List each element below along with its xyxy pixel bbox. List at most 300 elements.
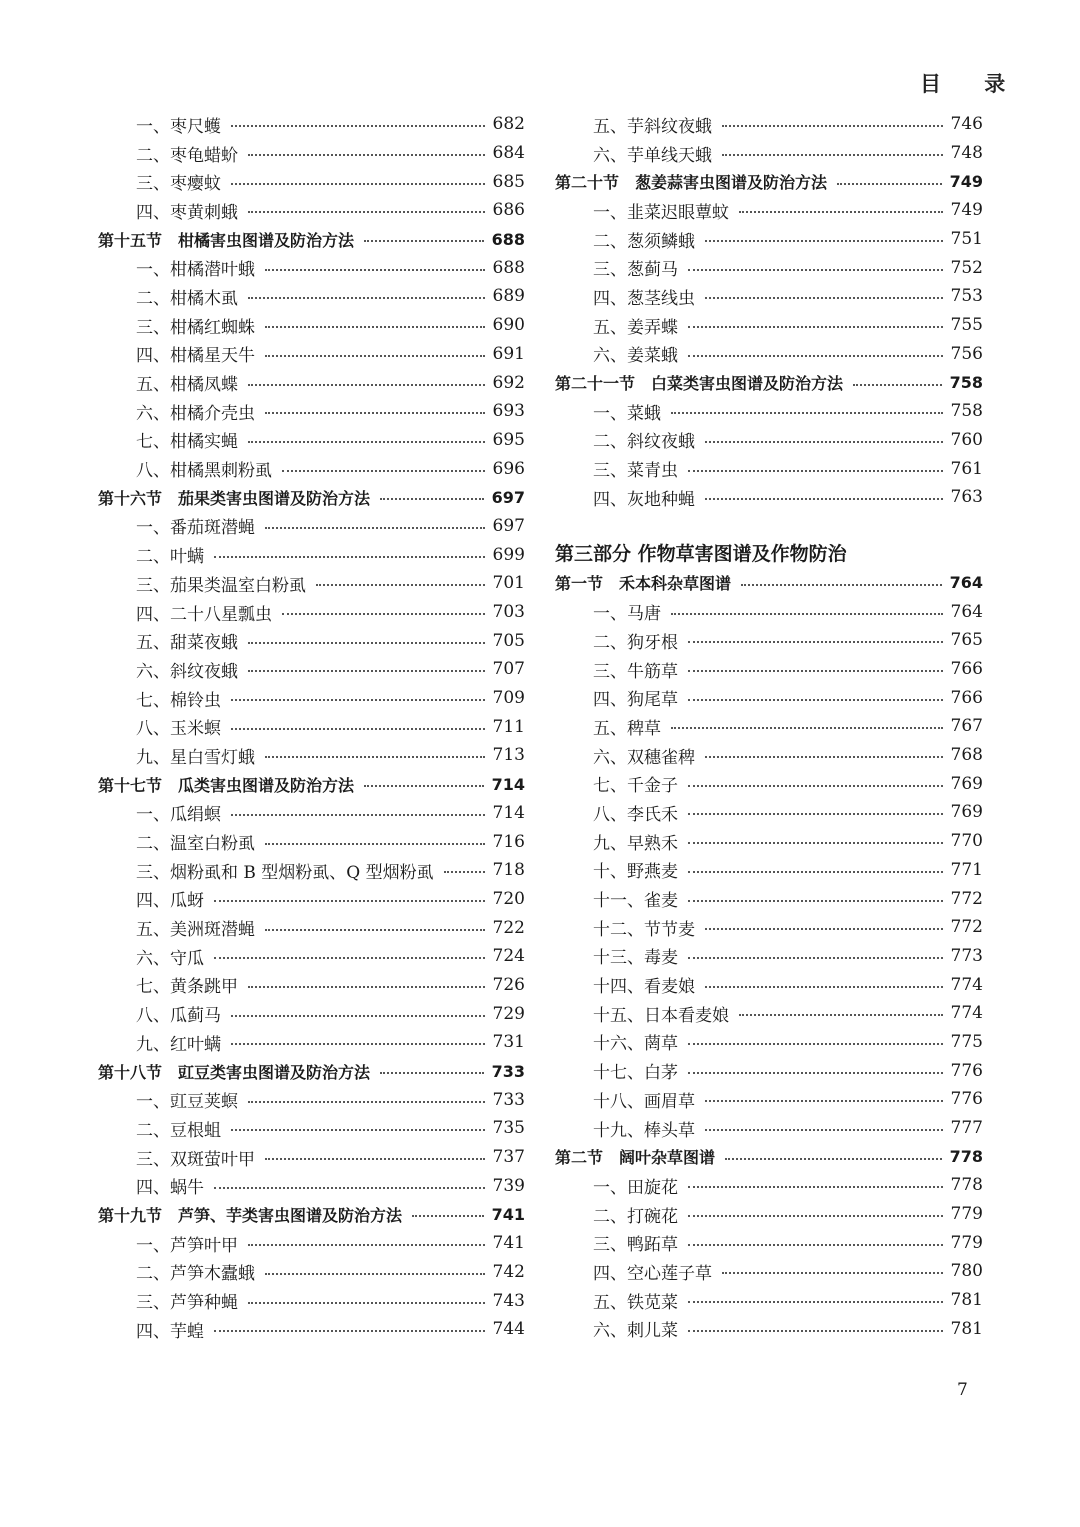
toc-entry-title: 二、葱须鳞蛾 [593,231,695,252]
toc-entry-title: 三、茄果类温室白粉虱 [136,575,306,596]
toc-entry-title: 十一、雀麦 [593,891,678,912]
toc-entry-title: 二、豆根蛆 [136,1120,221,1141]
dot-leader [688,1301,943,1303]
toc-entry-page: 758 [950,401,983,422]
dot-leader [248,154,485,156]
toc-item-row[interactable] [555,913,983,942]
toc-entry-title: 七、千金子 [593,776,678,797]
dot-leader [231,699,485,701]
toc-entry-page: 748 [950,143,983,164]
dot-leader [364,785,484,787]
toc-entry-page: 781 [950,1318,983,1339]
dot-leader [705,986,943,988]
toc-entry-page: 766 [950,659,983,680]
toc-entry-title: 五、铁苋菜 [593,1292,678,1313]
toc-item-row[interactable] [555,970,983,999]
toc-item-row[interactable] [98,971,525,1000]
toc-item-row[interactable] [98,196,525,225]
toc-item-row[interactable] [555,741,983,770]
toc-item-row[interactable] [98,799,525,828]
toc-entry-page: 743 [492,1290,525,1311]
dot-leader [231,814,485,816]
toc-entry-title: 六、斜纹夜蛾 [136,661,238,682]
toc-entry-title: 二、打碗花 [593,1206,678,1227]
toc-entry-title: 五、柑橘凤蝶 [136,375,238,396]
toc-entry-page: 746 [950,114,983,135]
toc-item-row[interactable] [555,426,983,455]
toc-entry-title: 三、鸭跖草 [593,1235,678,1256]
toc-entry-title: 四、狗尾草 [593,690,678,711]
dot-leader [688,1072,943,1074]
dot-leader [231,728,485,730]
toc-entry-title: 二、斜纹夜蛾 [593,432,695,453]
toc-entry-page: 686 [492,200,525,221]
toc-entry-page: 776 [950,1089,983,1110]
toc-entry-title: 四、芋蝗 [136,1321,204,1342]
toc-item-row[interactable] [555,655,983,684]
toc-entry-page: 733 [491,1061,525,1081]
toc-section-row[interactable] [98,1057,525,1086]
toc-item-row[interactable] [555,1085,983,1114]
toc-item-row[interactable] [555,253,983,282]
dot-leader [214,1330,485,1332]
toc-section-row[interactable] [98,770,525,799]
toc-entry-page: 755 [950,315,983,336]
toc-entry-title: 第二十节 葱姜蒜害虫图谱及防治方法 [555,173,828,193]
toc-entry-title: 三、菜青虫 [593,461,678,482]
toc-entry-title: 一、柑橘潜叶蛾 [136,260,255,281]
toc-entry-page: 741 [492,1233,525,1254]
dot-leader [248,211,485,213]
dot-leader [248,670,485,672]
dot-leader [265,326,485,328]
dot-leader [248,384,485,386]
toc-entry-page: 714 [492,802,525,823]
toc-entry-title: 二、芦笋木蠹蛾 [136,1264,255,1285]
dot-leader [265,1158,485,1160]
toc-entry-page: 697 [492,515,525,536]
toc-entry-page: 709 [492,688,525,709]
toc-item-row[interactable] [98,598,525,627]
toc-entry-title: 六、姜菜蛾 [593,346,678,367]
toc-entry-page: 703 [492,602,525,623]
toc-entry-page: 758 [949,373,983,393]
toc-entry-page: 689 [492,286,525,307]
toc-entry-page: 766 [950,687,983,708]
toc-item-row[interactable] [98,454,525,483]
toc-entry-page: 769 [950,802,983,823]
toc-item-row[interactable] [555,483,983,512]
dot-leader [688,670,943,672]
toc-entry-title: 二、叶螨 [136,547,204,568]
toc-entry-title: 六、守瓜 [136,948,204,969]
toc-entry-title: 一、番茄斑潜蝇 [136,518,255,539]
dot-leader [231,183,485,185]
toc-entry-title: 八、玉米螟 [136,719,221,740]
toc-entry-title: 七、棉铃虫 [136,690,221,711]
toc-entry-title: 二、枣龟蜡蚧 [136,145,238,166]
dot-leader [671,613,943,615]
toc-entry-title: 一、豇豆荚螟 [136,1092,238,1113]
toc-item-row[interactable] [98,1315,525,1344]
toc-section-row[interactable] [98,1200,525,1229]
dot-leader [688,813,943,815]
toc-item-row[interactable] [98,942,525,971]
dot-leader [265,1273,485,1275]
toc-item-row[interactable] [98,253,525,282]
toc-item-row[interactable] [98,741,525,770]
page-number: 7 [957,1380,968,1400]
toc-item-row[interactable] [98,397,525,426]
toc-entry-page: 774 [950,1003,983,1024]
toc-item-row[interactable] [98,626,525,655]
dot-leader [688,1244,943,1246]
toc-item-row[interactable] [555,110,983,139]
toc-item-row[interactable] [98,540,525,569]
toc-entry-title: 七、黄条跳甲 [136,977,238,998]
toc-entry-page: 779 [950,1232,983,1253]
dot-leader [837,183,942,185]
toc-entry-title: 七、柑橘实蝇 [136,432,238,453]
toc-entry-title: 一、枣尺蠖 [136,116,221,137]
toc-item-row[interactable] [98,426,525,455]
toc-entry-title: 六、芋单线天蛾 [593,145,712,166]
toc-entry-title: 十九、棒头草 [593,1120,695,1141]
toc-item-row[interactable] [555,1200,983,1229]
toc-entry-title: 第十八节 豇豆类害虫图谱及防治方法 [98,1062,371,1082]
toc-item-row[interactable] [98,1143,525,1172]
toc-entry-title: 第二十一节 白菜类害虫图谱及防治方法 [555,374,844,394]
toc-item-row[interactable] [555,626,983,655]
toc-item-row[interactable] [98,684,525,713]
toc-item-row[interactable] [555,1114,983,1143]
toc-entry-page: 688 [492,257,525,278]
dot-leader [688,785,943,787]
toc-item-row[interactable] [98,311,525,340]
dot-leader [688,699,943,701]
dot-leader [688,326,943,328]
dot-leader [265,929,485,931]
toc-item-row[interactable] [555,1171,983,1200]
toc-entry-title: 三、芦笋种蝇 [136,1293,238,1314]
toc-item-row[interactable] [98,827,525,856]
dot-leader [853,384,942,386]
dot-leader [705,756,943,758]
toc-item-row[interactable] [98,1085,525,1114]
toc-entry-page: 770 [950,831,983,852]
toc-item-row[interactable] [555,1257,983,1286]
toc-entry-title: 十、野燕麦 [593,862,678,883]
toc-item-row[interactable] [555,1315,983,1344]
toc-item-row[interactable] [555,282,983,311]
toc-entry-page: 711 [492,716,525,737]
toc-entry-title: 一、马唐 [593,604,661,625]
toc-item-row[interactable] [98,340,525,369]
toc-item-row[interactable] [98,1028,525,1057]
toc-entry-page: 707 [492,659,525,680]
toc-entry-title: 五、美洲斑潜蝇 [136,920,255,941]
dot-leader [688,641,943,643]
toc-entry-page: 722 [492,917,525,938]
toc-item-row[interactable] [555,340,983,369]
toc-entry-page: 777 [950,1118,983,1139]
toc-item-row[interactable] [98,856,525,885]
toc-item-row[interactable] [555,1286,983,1315]
toc-entry-page: 690 [492,315,525,336]
toc-entry-title: 二、柑橘木虱 [136,288,238,309]
dot-leader [688,470,943,472]
toc-entry-page: 695 [492,429,525,450]
toc-item-row[interactable] [555,942,983,971]
toc-entry-page: 781 [950,1290,983,1311]
toc-item-row[interactable] [555,311,983,340]
toc-entry-page: 737 [492,1147,525,1168]
dot-leader [248,297,485,299]
toc-entry-page: 744 [492,1319,525,1340]
toc-entry-title: 第十六节 茄果类害虫图谱及防治方法 [98,488,371,508]
dot-leader [316,584,485,586]
toc-item-row[interactable] [98,1229,525,1258]
toc-item-row[interactable] [555,1028,983,1057]
toc-item-row[interactable] [555,769,983,798]
toc-entry-page: 699 [492,544,525,565]
toc-entry-title: 六、柑橘介壳虫 [136,403,255,424]
dot-leader [725,1158,942,1160]
toc-entry-title: 五、姜弄蝶 [593,317,678,338]
toc-entry-page: 720 [492,888,525,909]
dot-leader [722,125,943,127]
toc-entry-page: 778 [949,1147,983,1167]
toc-entry-title: 一、菜蛾 [593,403,661,424]
toc-entry-title: 十二、节节麦 [593,919,695,940]
toc-item-row[interactable] [555,196,983,225]
toc-entry-page: 718 [492,860,525,881]
toc-entry-page: 772 [950,888,983,909]
toc-entry-title: 第十九节 芦笋、芋类害虫图谱及防治方法 [98,1205,403,1225]
toc-item-row[interactable] [98,655,525,684]
dot-leader [231,125,485,127]
toc-entry-page: 763 [950,487,983,508]
dot-leader [705,498,943,500]
toc-entry-page: 775 [950,1031,983,1052]
dot-leader [248,1302,485,1304]
dot-leader [688,269,943,271]
toc-entry-page: 779 [950,1204,983,1225]
toc-entry-title: 一、瓜绢螟 [136,805,221,826]
dot-leader [688,1186,943,1188]
toc-entry-page: 760 [950,429,983,450]
toc-item-row[interactable] [98,1171,525,1200]
toc-left-column [98,110,525,1344]
toc-entry-title: 十八、画眉草 [593,1091,695,1112]
toc-item-row[interactable] [555,454,983,483]
dot-leader [688,1043,943,1045]
toc-entry-title: 三、牛筋草 [593,661,678,682]
toc-entry-page: 713 [492,745,525,766]
toc-entry-page: 724 [492,946,525,967]
toc-part-row[interactable] [555,537,983,569]
toc-item-row[interactable] [98,110,525,139]
toc-section-row[interactable] [98,483,525,512]
dot-leader [705,928,943,930]
toc-entry-title: 十四、看麦娘 [593,977,695,998]
dot-leader [248,642,485,644]
toc-entry-page: 764 [950,601,983,622]
dot-leader [705,1129,943,1131]
toc-item-row[interactable] [555,1228,983,1257]
toc-entry-title: 第三部分 作物草害图谱及作物防治 [555,543,847,566]
dot-leader [688,1215,943,1217]
toc-entry-page: 705 [492,630,525,651]
toc-item-row[interactable] [98,569,525,598]
toc-entry-title: 十六、菵草 [593,1034,678,1055]
toc-item-row[interactable] [555,683,983,712]
toc-entry-title: 九、红叶螨 [136,1034,221,1055]
toc-entry-page: 716 [492,831,525,852]
toc-entry-title: 四、瓜蚜 [136,891,204,912]
toc-entry-page: 693 [492,401,525,422]
toc-item-row[interactable] [98,1114,525,1143]
toc-entry-page: 733 [492,1089,525,1110]
dot-leader [739,1014,943,1016]
toc-entry-page: 726 [492,974,525,995]
dot-leader [671,412,943,414]
toc-item-row[interactable] [98,712,525,741]
toc-item-row[interactable] [98,139,525,168]
toc-entry-title: 三、柑橘红蜘蛛 [136,317,255,338]
toc-entry-page: 749 [949,172,983,192]
toc-entry-title: 十五、日本看麦娘 [593,1005,729,1026]
dot-leader [248,986,485,988]
dot-leader [214,900,485,902]
toc-item-row[interactable] [98,999,525,1028]
dot-leader [248,441,485,443]
toc-entry-title: 五、稗草 [593,718,661,739]
toc-entry-page: 741 [491,1204,525,1224]
toc-entry-page: 682 [492,114,525,135]
toc-entry-page: 767 [950,716,983,737]
dot-leader [741,584,942,586]
dot-leader [231,1043,485,1045]
dot-leader [739,211,943,213]
dot-leader [282,613,485,615]
toc-item-row[interactable] [555,884,983,913]
toc-entry-title: 第十五节 柑橘害虫图谱及防治方法 [98,230,355,250]
toc-entry-page: 731 [492,1032,525,1053]
toc-item-row[interactable] [555,856,983,885]
toc-entry-title: 九、早熟禾 [593,833,678,854]
dot-leader [705,441,943,443]
toc-section-row[interactable] [555,368,983,397]
toc-entry-title: 一、田旋花 [593,1177,678,1198]
toc-item-row[interactable] [555,827,983,856]
toc-entry-page: 778 [950,1175,983,1196]
dot-leader [380,1072,484,1074]
dot-leader [364,240,484,242]
toc-item-row[interactable] [98,282,525,311]
toc-item-row[interactable] [98,913,525,942]
toc-entry-title: 四、柑橘星天牛 [136,346,255,367]
dot-leader [412,1215,484,1217]
toc-entry-page: 714 [491,774,525,794]
toc-item-row[interactable] [555,139,983,168]
toc-entry-page: 697 [491,487,525,507]
dot-leader [705,240,943,242]
toc-entry-page: 749 [950,200,983,221]
toc-entry-title: 十七、白茅 [593,1063,678,1084]
toc-entry-page: 692 [492,372,525,393]
toc-entry-page: 685 [492,171,525,192]
toc-item-row[interactable] [98,512,525,541]
toc-entry-page: 764 [949,573,983,593]
dot-leader [265,269,485,271]
toc-item-row[interactable] [98,1286,525,1315]
toc-entry-page: 773 [950,945,983,966]
dot-leader [265,756,485,758]
toc-entry-title: 第二节 阔叶杂草图谱 [555,1148,716,1168]
dot-leader [705,297,943,299]
toc-entry-page: 752 [950,257,983,278]
toc-entry-title: 五、甜菜夜蛾 [136,633,238,654]
dot-leader [380,498,484,500]
toc-entry-page: 768 [950,745,983,766]
toc-entry-title: 五、芋斜纹夜蛾 [593,116,712,137]
toc-entry-title: 二、狗牙根 [593,632,678,653]
toc-item-row[interactable] [98,368,525,397]
toc-item-row[interactable] [98,885,525,914]
toc-entry-title: 三、烟粉虱和 B 型烟粉虱、Q 型烟粉虱 [136,862,434,883]
toc-item-row[interactable] [555,999,983,1028]
dot-leader [722,154,943,156]
toc-entry-title: 一、韭菜迟眼蕈蚊 [593,202,729,223]
dot-leader [265,412,485,414]
dot-leader [688,900,943,902]
toc-item-row[interactable] [555,597,983,626]
toc-entry-title: 三、葱蓟马 [593,260,678,281]
toc-entry-page: 761 [950,458,983,479]
toc-item-row[interactable] [98,167,525,196]
toc-entry-title: 三、枣瘿蚊 [136,174,221,195]
toc-item-row[interactable] [555,798,983,827]
toc-entry-page: 735 [492,1118,525,1139]
toc-entry-title: 一、芦笋叶甲 [136,1235,238,1256]
toc-entry-title: 四、枣黄刺蛾 [136,202,238,223]
toc-item-row[interactable] [555,225,983,254]
dot-leader [282,470,485,472]
toc-section-row[interactable] [555,1142,983,1171]
dot-leader [705,1100,943,1102]
toc-entry-page: 739 [492,1175,525,1196]
toc-section-row[interactable] [555,167,983,196]
toc-section-row[interactable] [98,225,525,254]
dot-leader [688,842,943,844]
toc-item-row[interactable] [555,397,983,426]
dot-leader [214,556,485,558]
dot-leader [688,355,943,357]
toc-entry-page: 688 [491,229,525,249]
toc-item-row[interactable] [555,1056,983,1085]
toc-section-row[interactable] [555,569,983,598]
toc-entry-title: 第十七节 瓜类害虫图谱及防治方法 [98,775,355,795]
dot-leader [214,957,485,959]
dot-leader [688,957,943,959]
toc-item-row[interactable] [555,712,983,741]
toc-entry-title: 六、双穗雀稗 [593,747,695,768]
toc-entry-title: 第一节 禾本科杂草图谱 [555,574,732,594]
toc-item-row[interactable] [98,1258,525,1287]
toc-entry-title: 四、葱茎线虫 [593,288,695,309]
toc-entry-page: 771 [950,859,983,880]
